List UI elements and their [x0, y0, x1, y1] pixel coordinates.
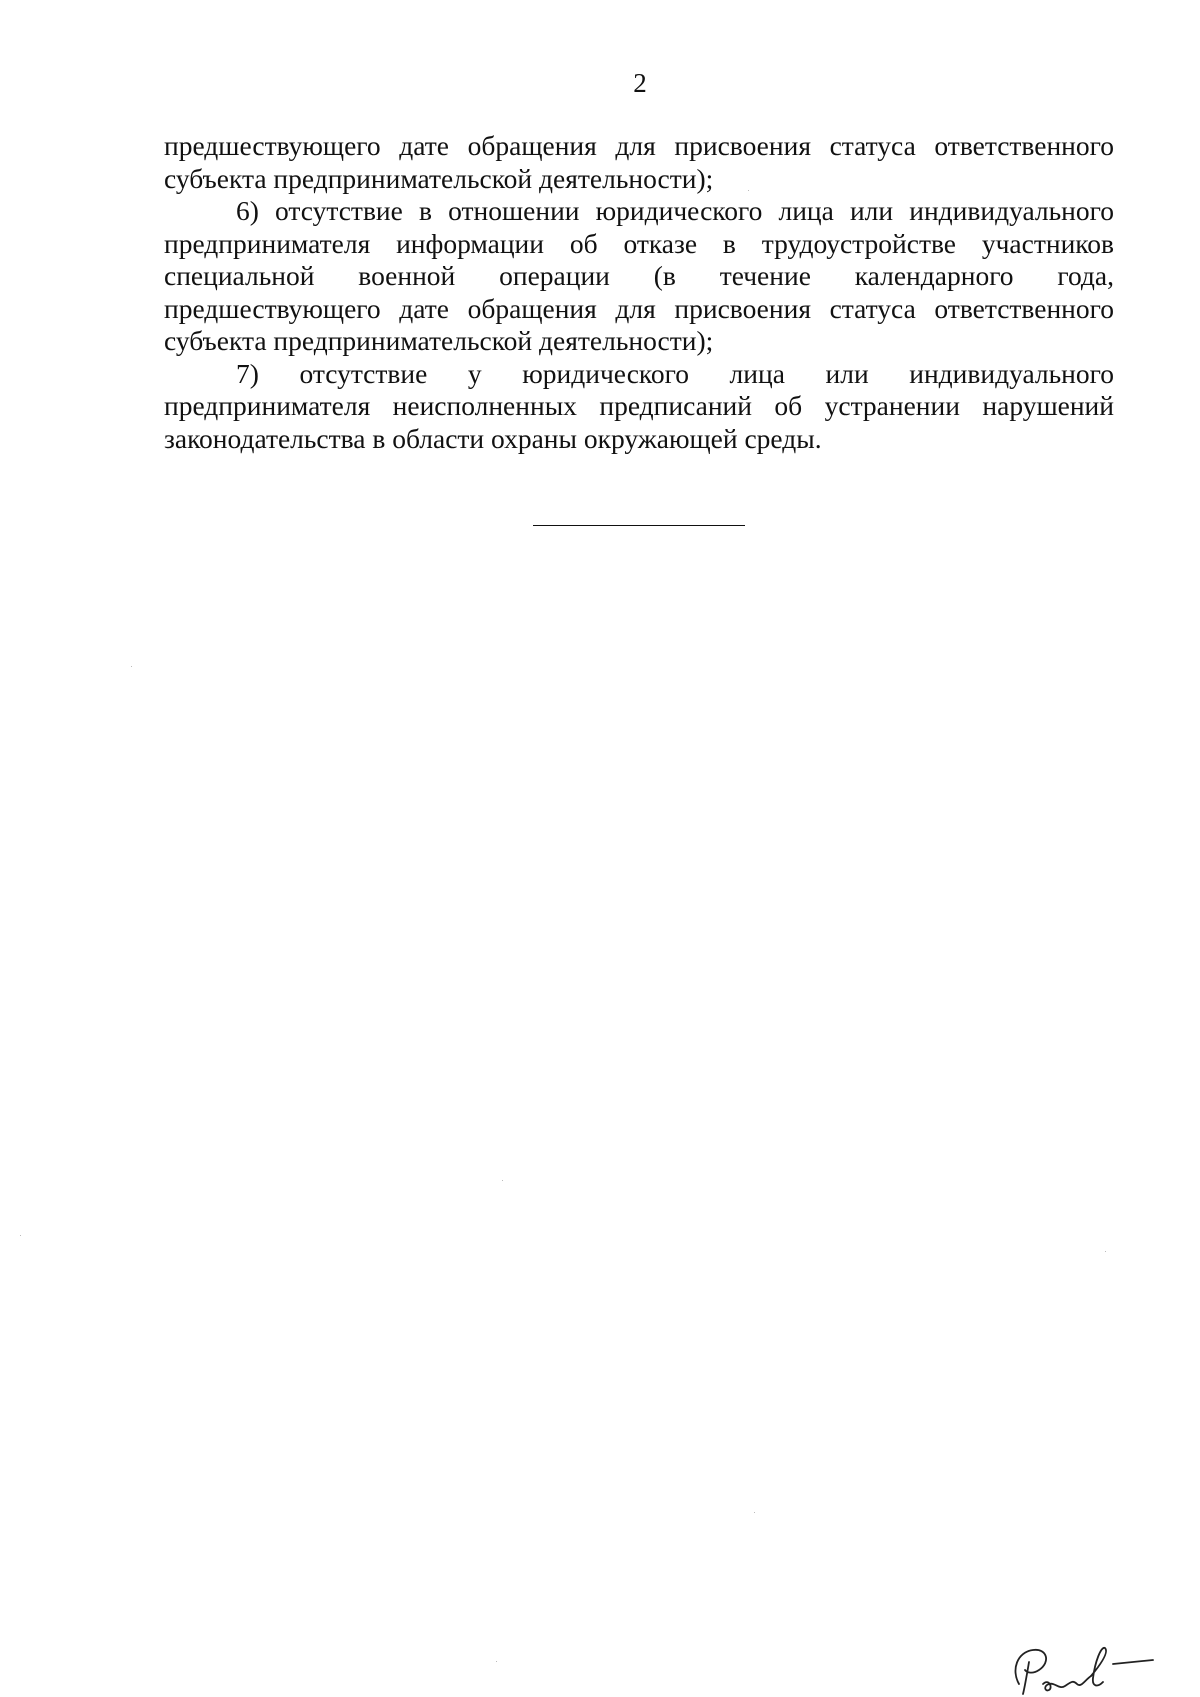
text-line: субъекта предпринимательской деятельности);	[164, 162, 714, 194]
text-line: предпринимателя неисполненных предписаний об устранении нарушений	[164, 390, 1114, 421]
scan-speck	[1105, 1251, 1106, 1252]
scan-speck	[131, 666, 132, 667]
text-line: предшествующего дате обращения для присвоения статуса ответственного	[164, 292, 1114, 324]
text-line: законодательства в области охраны окружающей среды.	[164, 422, 822, 454]
paragraph-continuation	[164, 130, 1114, 195]
text-line: субъекта предпринимательской деятельности);	[164, 325, 714, 356]
scan-speck	[748, 190, 749, 191]
handwritten-signature	[1005, 1640, 1155, 1697]
scan-speck	[496, 1661, 497, 1662]
paragraph-item-6	[164, 195, 1114, 358]
text-line: 7) отсутствие у юридического лица или индивидуального	[236, 357, 1114, 389]
scan-speck	[502, 1180, 503, 1181]
scan-speck	[754, 1512, 755, 1513]
text-line: специальной военной операции (в течение календарного года,	[164, 260, 1114, 291]
page-number: 2	[633, 68, 647, 98]
text-line: 6) отсутствие в отношении юридического лица или индивидуального	[236, 195, 1114, 226]
text-line: предшествующего дате обращения для присвоения статуса ответственного	[164, 130, 1114, 161]
end-divider-line	[533, 525, 745, 526]
text-line: предпринимателя информации об отказе в трудоустройстве участников	[164, 227, 1114, 259]
paragraph-item-7	[164, 358, 1114, 456]
document-body	[164, 130, 1114, 455]
scan-speck	[20, 1235, 21, 1236]
